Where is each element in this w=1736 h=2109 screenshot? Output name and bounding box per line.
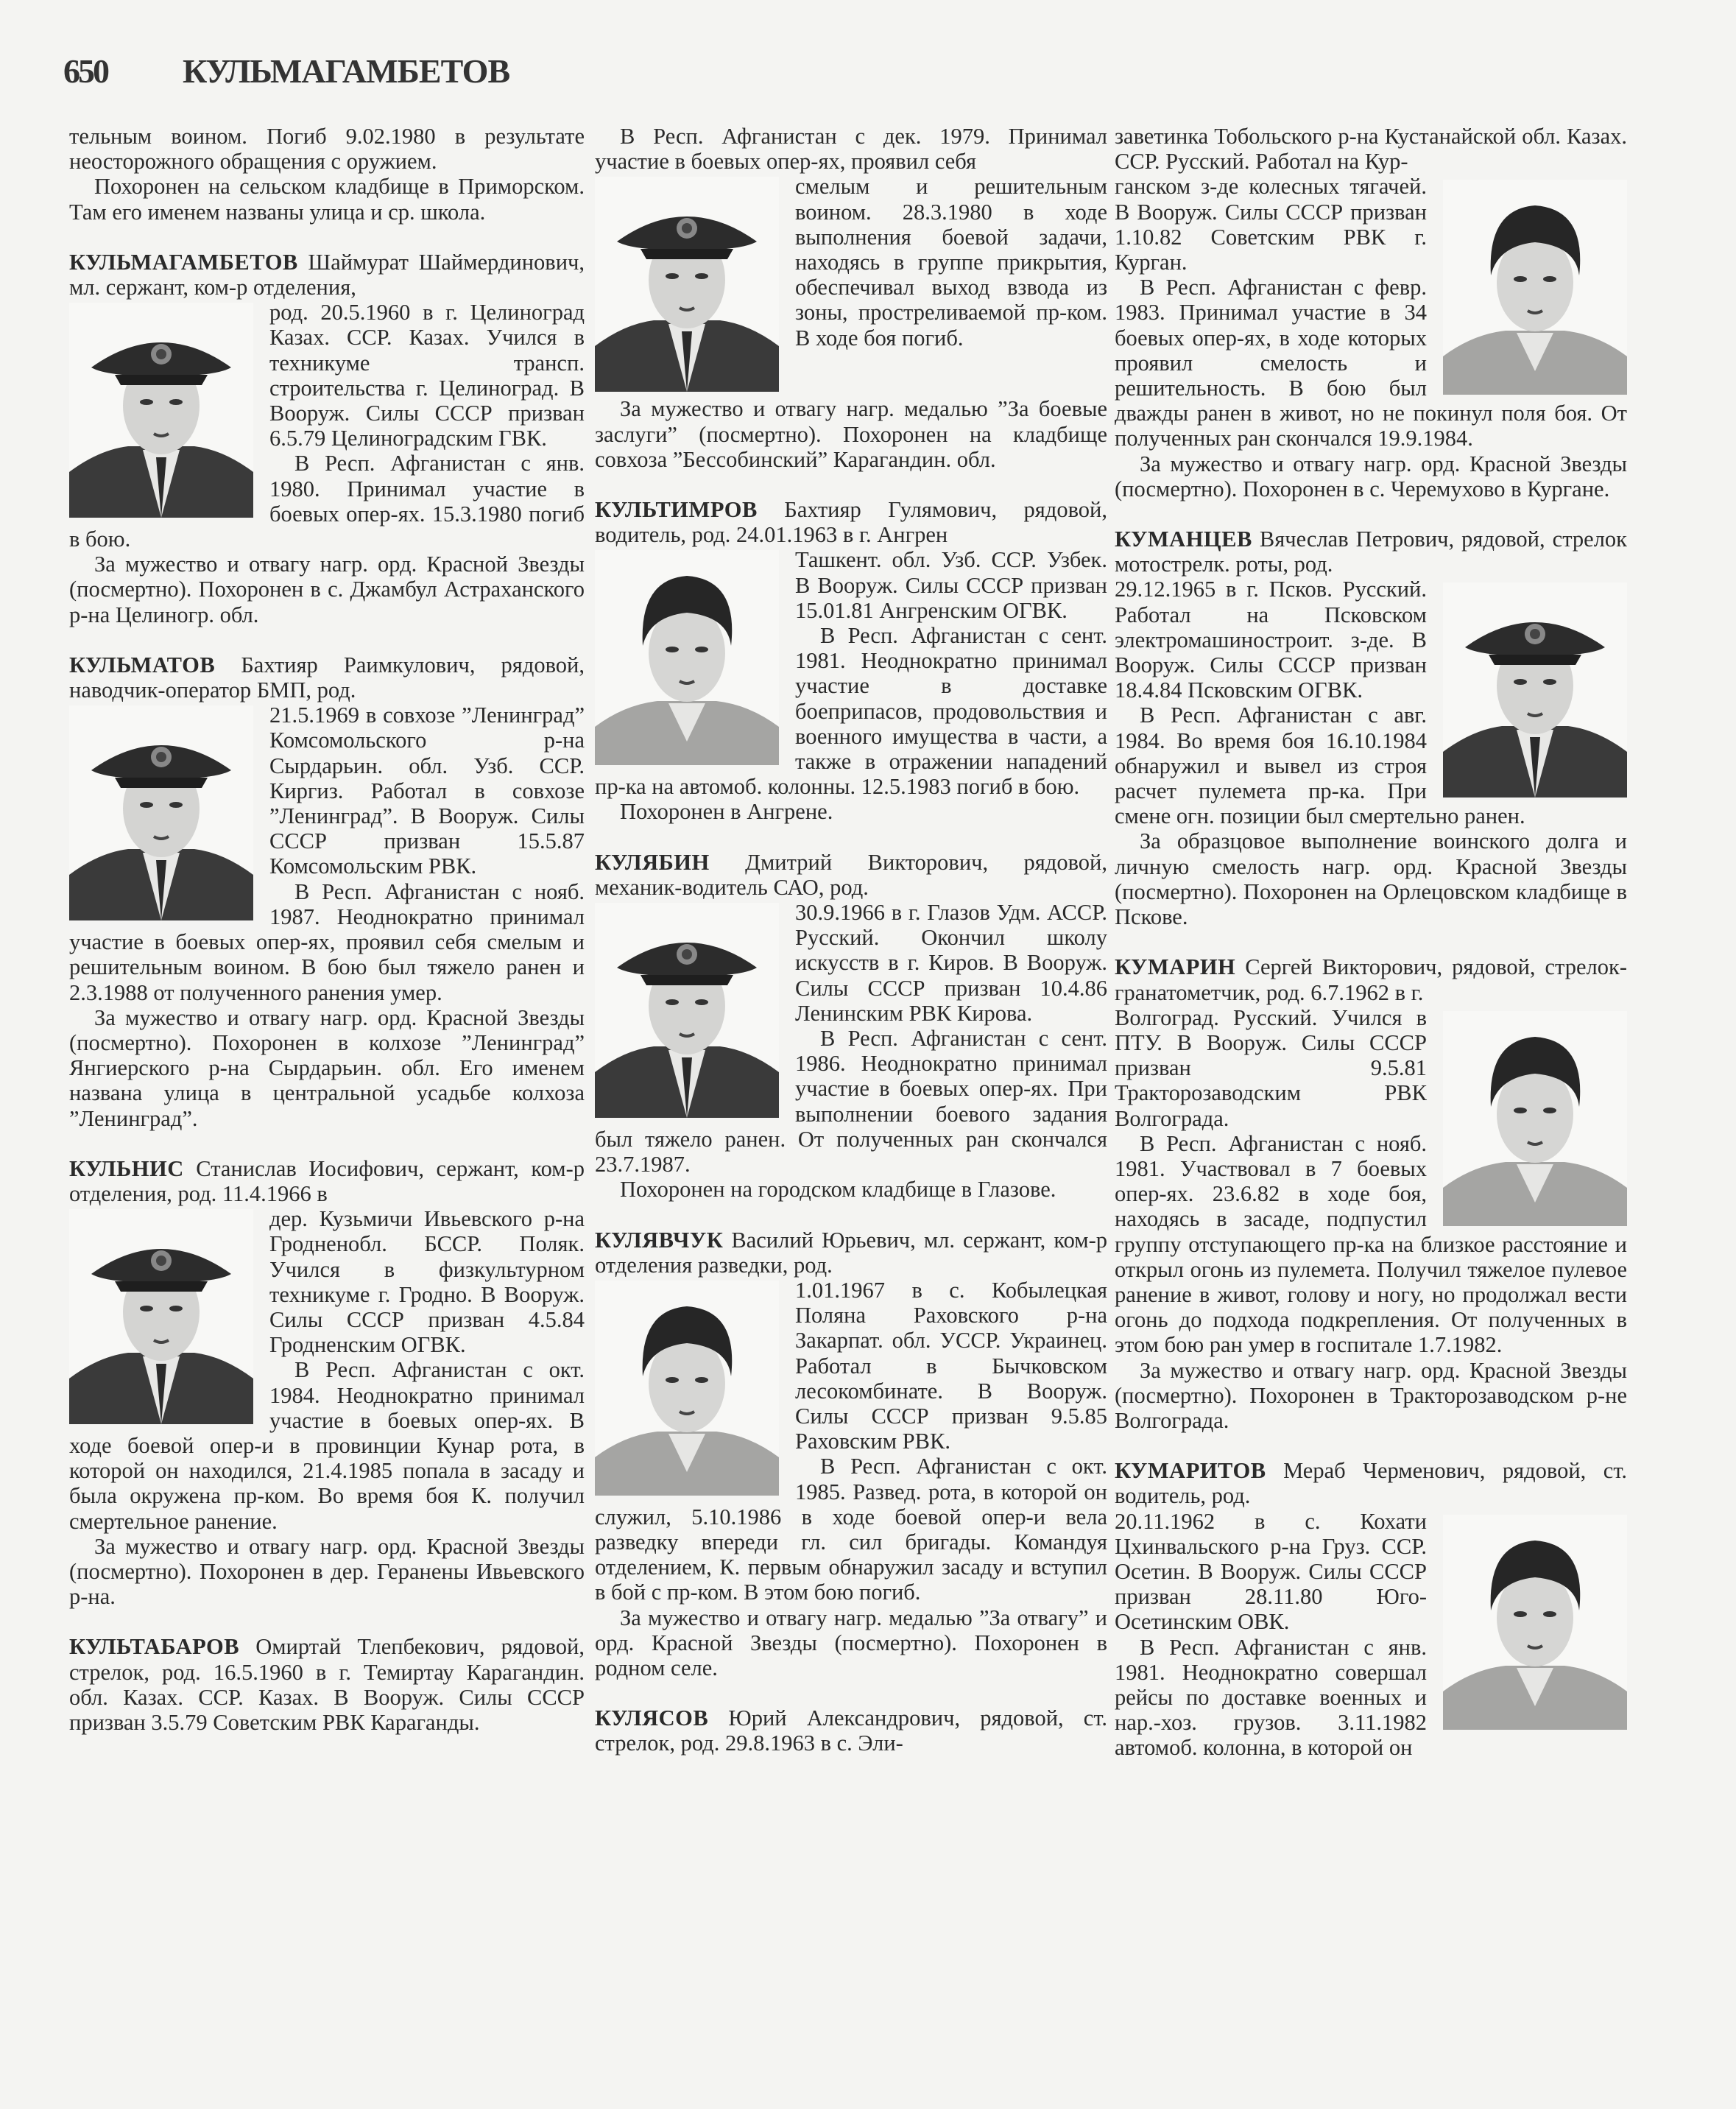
entry-surname: КУМАНЦЕВ bbox=[1115, 527, 1252, 552]
portrait-photo bbox=[69, 303, 253, 518]
entry-intro: Василий Юрьевич, мл. сержант, ком-р отделения разведки, род. bbox=[595, 1227, 1107, 1278]
entry-service: В Респ. Афганистан с сент. 1981. Неоднократно принимал участие в доставке боеприпасов, продовольствия и военного имущества в части, а также в отражении нападений пр-ка на автомоб. колонны. 12.5.1983 погиб в бою. bbox=[595, 623, 1107, 800]
portrait-photo bbox=[69, 1209, 253, 1424]
entry-award: За мужество и отвагу нагр. орд. Красной Звезды (посмертно). Похоронен в дер. Геранены Ивьевского р-на. bbox=[69, 1533, 585, 1610]
entry-surname: КУЛЬТИМРОВ bbox=[595, 497, 758, 523]
continued-text: смелым и решительным воином. 28.3.1980 в ходе выполнения боевой задачи, находясь в группе прикрытия, обеспечивал выход взвода из зоны, простреливаемой пр-ком. В ходе боя погиб. bbox=[795, 174, 1107, 351]
entry-surname: КУЛЯСОВ bbox=[595, 1705, 709, 1731]
column-2 bbox=[595, 124, 1107, 1756]
continued-text: В Респ. Афганистан с дек. 1979. Принимал участие в боевых опер-ях, проявил себя bbox=[595, 124, 1107, 175]
entry-bio: 29.12.1965 в г. Псков. Русский. Работал на Псковском электромашиностроит. з-де. В Вооруж. Силы СССР призван 18.4.84 Псковским ОГВК. bbox=[1115, 577, 1427, 703]
entry-surname: КУЛЬНИС bbox=[69, 1155, 184, 1181]
entry-surname: КУЛЬМАТОВ bbox=[69, 652, 216, 677]
entry-service: В Респ. Афганистан с авг. 1984. Во время боя 16.10.1984 обнаружил и вывел из строя расчет пулемета пр-ка. При смене огн. позиции был смертельно ранен. bbox=[1115, 703, 1525, 829]
entry-surname: КУЛЬТАБАРОВ bbox=[69, 1634, 240, 1660]
column-1 bbox=[69, 124, 585, 1735]
entry-award: За образцовое выполнение воинского долга и личную смелость нагр. орд. Красной Звезды (посмертно). Похоронен на Орлецовском кладбище в Пскове. bbox=[1115, 828, 1627, 930]
entry-surname: КУМАРИТОВ bbox=[1115, 1458, 1266, 1484]
entry-kulnis bbox=[69, 1156, 585, 1610]
entry-award: За мужество и отвагу нагр. орд. Красной Звезды (посмертно). Похоронен в с. Джамбул Астраханского р-на Целиногр. обл. bbox=[69, 552, 585, 627]
entry-bio: род. 20.5.1960 в г. Целиноград Казах. ССР. Казах. Учился в техникуме трансп. строительства г. Целиноград. В Вооруж. Силы СССР призван 6.5.79 Целиноградским ГВК. bbox=[269, 300, 585, 451]
continued-text: Похоронен на сельском кладбище в Приморском. Там его именем названы улица и ср. школа. bbox=[69, 174, 585, 225]
portrait-photo bbox=[595, 177, 779, 392]
entry-intro: Сергей Викторович, рядовой, стрелок-гранатометчик, род. 6.7.1962 в г. bbox=[1115, 954, 1627, 1005]
entry-bio: 21.5.1969 в совхозе ”Ленинград” Комсомольского р-на Сырдарьин. обл. Узб. ССР. Киргиз. Работал в совхозе ”Ленинград”. В Вооруж. Силы СССР призван 15.5.87 Комсомольским РВК. bbox=[269, 703, 585, 879]
entry-surname: КУЛЯВЧУК bbox=[595, 1227, 724, 1253]
entry-intro: Станислав Иосифович, сержант, ком-р отделения, род. 11.4.1966 в bbox=[69, 1155, 585, 1206]
entry-service: В Респ. Афганистан с янв. 1980. Принимал участие в боевых опер-ях. 15.3.1980 погиб в бою. bbox=[69, 451, 585, 552]
portrait-photo bbox=[1443, 1011, 1627, 1226]
entry-bio: 30.9.1966 в г. Глазов Удм. АССР. Русский. Окончил школу искусств в г. Киров. В Вооруж. Силы СССР призван 10.4.86 Ленинским РВК Кирова. bbox=[795, 900, 1107, 1026]
entry-service: В Респ. Афганистан с нояб. 1987. Неоднократно принимал участие в боевых опер-ях, проявил себя смелым и решительным воином. В бою был тяжело ранен и 2.3.1988 от полученного ранения умер. bbox=[69, 879, 585, 1005]
entry-kulyasov bbox=[595, 1705, 1107, 1756]
entry-kumarin bbox=[1115, 954, 1627, 1433]
entry-intro: Дмитрий Викторович, рядовой, механик-водитель САО, род. bbox=[595, 849, 1107, 900]
entry-burial: Похоронен на городском кладбище в Глазове. bbox=[620, 1177, 1056, 1203]
entry-bio: 20.11.1962 в с. Кохати Цхинвальского р-на Груз. ССР. Осетин. В Вооруж. Силы СССР призван 28.11.80 Юго-Осетинским ОВК. bbox=[1115, 1508, 1427, 1635]
continued-text: заветинка Тобольского р-на Кустанайской обл. Казах. ССР. Русский. Работал на Кур- bbox=[1115, 124, 1627, 175]
entry-intro: Бахтияр Гулямович, рядовой, водитель, род. 24.01.1963 в г. Ангрен bbox=[595, 497, 1107, 548]
portrait-photo bbox=[595, 903, 779, 1118]
portrait-photo bbox=[69, 705, 253, 920]
entry-service: В Респ. Афганистан с янв. 1981. Неоднократно совершал рейсы по доставке военных и нар.-хоз. грузов. 3.11.1982 автомоб. колонна, в которой он bbox=[1115, 1634, 1427, 1761]
entry-intro: Бахтияр Раимкулович, рядовой, наводчик-оператор БМП, род. bbox=[69, 652, 585, 703]
entry-kulmatov bbox=[69, 652, 585, 1131]
entry-bio: Ташкент. обл. Узб. ССР. Узбек. В Вооруж. Силы СССР призван 15.01.81 Ангренским ОГВК. bbox=[795, 547, 1107, 623]
entry-bio: Волгоград. Русский. Учился в ПТУ. В Вооруж. Силы СССР призван 9.5.81 Тракторозаводским РВК Волгограда. bbox=[1115, 1004, 1427, 1131]
entry-service: В Респ. Афганистан с нояб. 1981. Участвовал в 7 боевых опер-ях. 23.6.82 в ходе боя, находясь в засаде, подпустил группу отступающего пр-ка на близкое расстояние и открыл огонь из пулемета. Получил тяжелое пулевое ранение в живот, голову и ногу, но продолжал вести огонь до подхода подкрепления. От полученных в этом бою ран умер в госпитале 1.7.1982. bbox=[1115, 1130, 1627, 1358]
portrait-photo bbox=[1443, 180, 1627, 395]
entry-surname: КУЛЯБИН bbox=[595, 849, 710, 875]
entry-award: За мужество и отвагу нагр. медалью ”За отвагу” и орд. Красной Звезды (посмертно). Похоронен в родном селе. bbox=[595, 1605, 1107, 1680]
column-3 bbox=[1115, 124, 1627, 1761]
entry-intro: Мераб Черменович, рядовой, ст. водитель, род. bbox=[1115, 1458, 1627, 1509]
entry-bio: дер. Кузьмичи Ивьевского р-на Гродненобл. БССР. Поляк. Учился в физкультурном техникуме г. Гродно. В Вооруж. Силы СССР призван 4.5.84 Гродненским ОГВК. bbox=[269, 1206, 585, 1358]
portrait-photo bbox=[595, 550, 779, 765]
portrait-photo bbox=[1443, 1515, 1627, 1730]
entry-kultimrov bbox=[595, 497, 1107, 825]
continued-service: В Респ. Афганистан с февр. 1983. Принимал участие в 34 боевых опер-ях, в ходе которых проявил смелость и решительность. В бою был дважды ранен в живот, но не покинул поля боя. От полученных ран скончался 19.9.1984. bbox=[1115, 275, 1627, 451]
entry-kumaritov bbox=[1115, 1458, 1627, 1760]
portrait-photo bbox=[595, 1281, 779, 1496]
entry-kulyabin bbox=[595, 850, 1107, 1203]
continued-award: За мужество и отвагу нагр. медалью ”За боевые заслуги” (посмертно). Похоронен на кладбище совхоза ”Бессобинский” Карагандин. обл. bbox=[595, 396, 1107, 472]
entry-intro: Омиртай Тлепбекович, рядовой, стрелок, род. 16.5.1960 в г. Темиртау Карагандин. обл. Казах. ССР. Казах. В Вооруж. Силы СССР призван 3.5.79 Советским РВК Караганды. bbox=[69, 1634, 585, 1735]
continued-text: ганском з-де колесных тягачей. В Вооруж. Силы СССР призван 1.10.82 Советским РВК г. Курган. bbox=[1115, 174, 1427, 275]
portrait-photo bbox=[1443, 582, 1627, 798]
entry-surname: КУМАРИН bbox=[1115, 954, 1236, 980]
entry-kumantsev bbox=[1115, 527, 1627, 929]
entry-surname: КУЛЬМАГАМБЕТОВ bbox=[69, 249, 298, 275]
entry-intro: Вячеслав Петрович, рядовой, стрелок мотострелк. роты, род. bbox=[1115, 527, 1627, 577]
entry-award: За мужество и отвагу нагр. орд. Красной Звезды (посмертно). Похоронен в колхозе ”Ленинград” Янгиерского р-на Сырдарьин. обл. Его именем названа улица в центральной усадьбе колхоза ”Ленинград”. bbox=[69, 1004, 585, 1131]
entry-intro: Юрий Александрович, рядовой, ст. стрелок, род. 29.8.1963 в с. Эли- bbox=[595, 1705, 1107, 1756]
entry-service: В Респ. Афганистан с окт. 1984. Неоднократно принимал участие в боевых опер-ях. В ходе боевой опер-и в провинции Кунар рота, в которой он находился, 21.4.1985 попала в засаду и была окружена пр-ком. Во время боя К. получил смертельное ранение. bbox=[69, 1357, 585, 1534]
running-head: КУЛЬМАГАМБЕТОВ bbox=[183, 52, 510, 90]
continued-text: тельным воином. Погиб 9.02.1980 в результате неосторожного обращения с оружием. bbox=[69, 124, 585, 175]
entry-bio: 1.01.1967 в с. Кобылецкая Поляна Раховского р-на Закарпат. обл. УССР. Украинец. Работал в Бычковском лесокомбинате. В Вооруж. Силы СССР призван 9.5.85 Раховским РВК. bbox=[795, 1277, 1107, 1454]
entry-award: За мужество и отвагу нагр. орд. Красной Звезды (посмертно). Похоронен в Тракторозаводском р-не Волгограда. bbox=[1115, 1357, 1627, 1433]
continued-award: За мужество и отвагу нагр. орд. Красной Звезды (посмертно). Похоронен в с. Черемухово в Кургане. bbox=[1115, 451, 1627, 501]
entry-kulmagambetov bbox=[69, 250, 585, 627]
entry-burial: Похоронен в Ангрене. bbox=[620, 799, 833, 825]
page-number: 650 bbox=[63, 52, 107, 90]
entry-service: В Респ. Афганистан с сент. 1986. Неоднократно принимал участие в боевых опер-ях. При выполнении боевого задания был тяжело ранен. От полученных ран скончался 23.7.1987. bbox=[595, 1026, 1107, 1177]
entry-service: В Респ. Афганистан с окт. 1985. Развед. рота, в которой он служил, 5.10.1986 в ходе боевой опер-и вела разведку впереди гл. сил бригады. Командуя отделением, К. первым обнаружил засаду и вступил в бой с пр-ком. В этом бою погиб. bbox=[595, 1454, 1107, 1605]
entry-kultabarov bbox=[69, 1634, 585, 1735]
entry-intro: Шаймурат Шаймердинович, мл. сержант, ком-р отделения, bbox=[69, 249, 585, 300]
page-header bbox=[63, 52, 509, 96]
entry-kulyavchuk bbox=[595, 1228, 1107, 1681]
